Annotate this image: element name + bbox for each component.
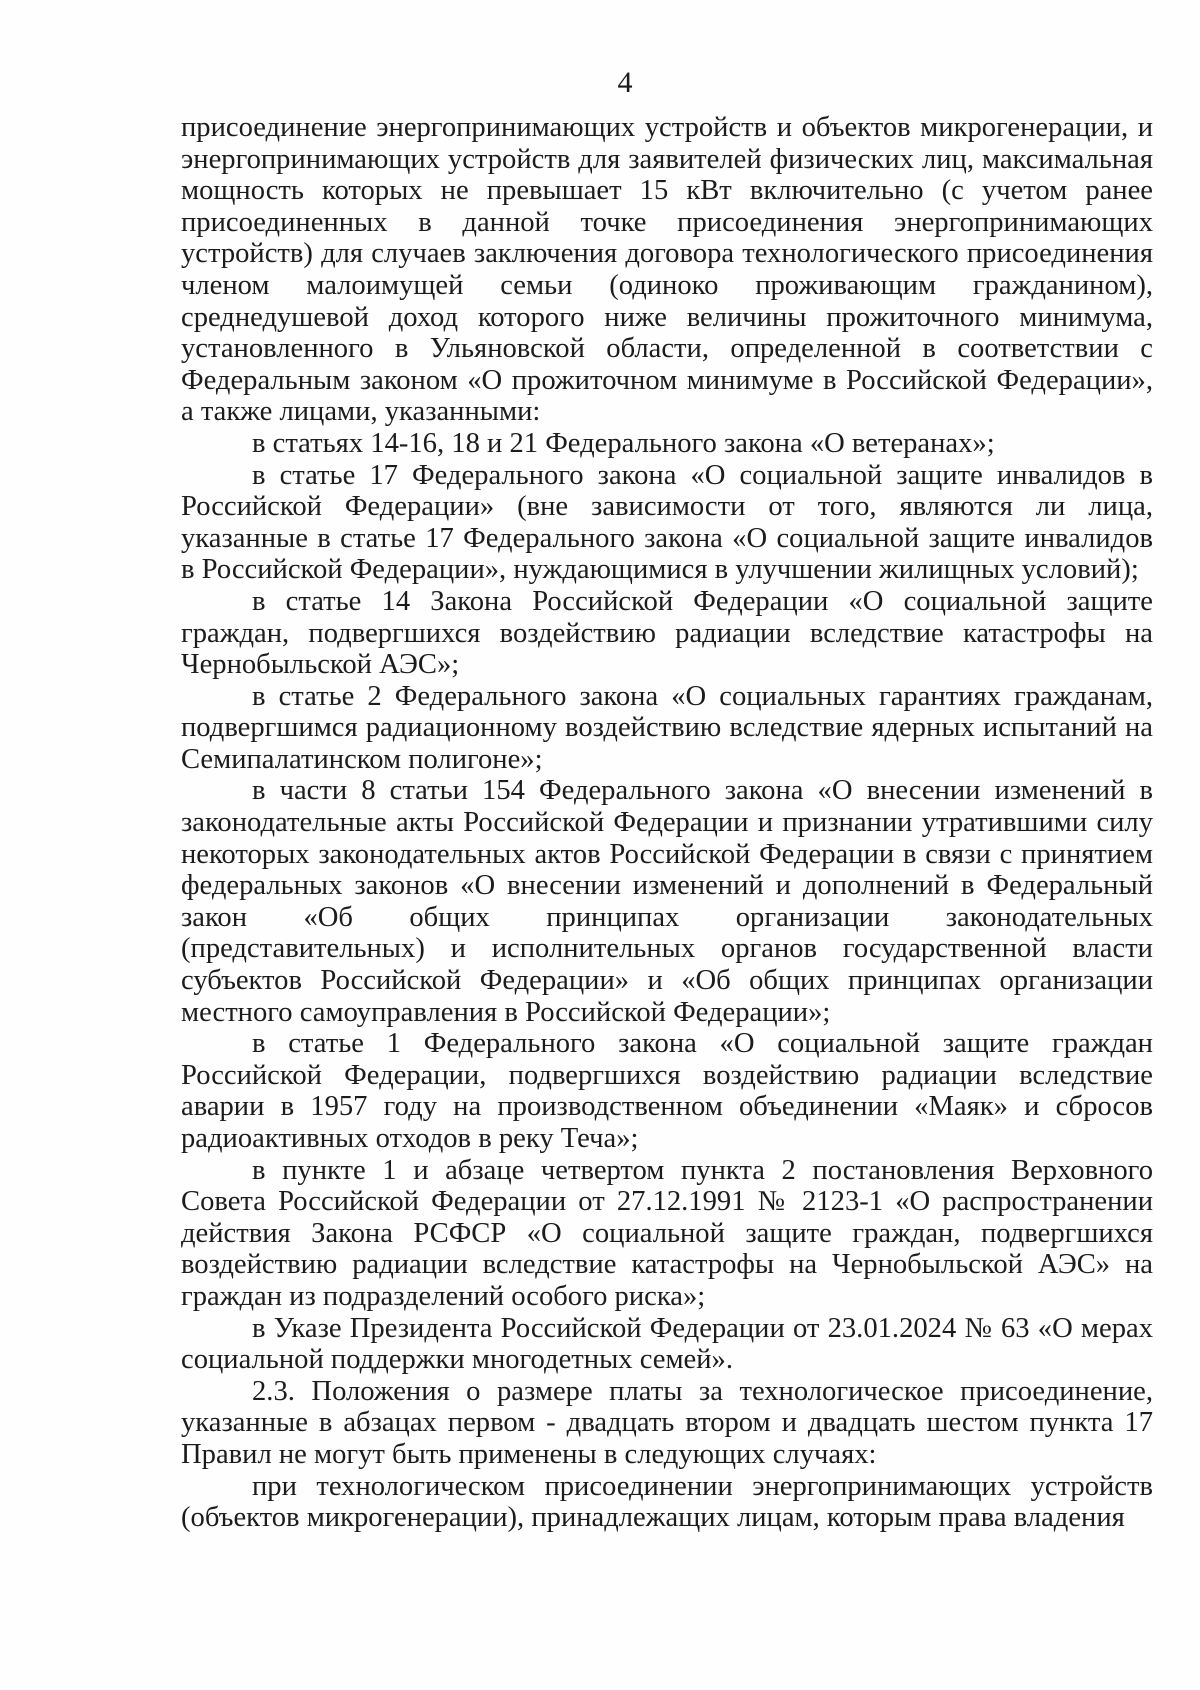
paragraph-supreme-council-resolution: в пункте 1 и абзаце четвертом пункта 2 постановления Верховного Совета Российской Федерации от 27.12.1991 № 2123-1 «О распространении действия Закона РСФСР «О социальной защите граждан, подвергшихся воздействию радиации вследствие катастрофы на Чернобыльской АЭС» на граждан из подразделений особого риска»; [181, 1154, 1153, 1312]
paragraph-veterans-law: в статьях 14-16, 18 и 21 Федерального закона «О ветеранах»; [252, 427, 995, 459]
paragraph-section-2-3: 2.3. Положения о размере платы за технологическое присоединение, указанные в абзацах первом - двадцать втором и двадцать шестом пункта 17 Правил не могут быть применены в следующих случаях: [181, 1375, 1153, 1470]
paragraph-law-154: в части 8 статьи 154 Федерального закона «О внесении изменений в законодательные акты Российской Федерации и признании утратившими силу некоторых законодательных актов Российской Федерации в связи с принятием федеральных законов «О внесении изменений и дополнений в Федеральный закон «Об общих принципах организации законодательных (представительных) и исполнительных органов государственной власти субъектов Российской Федерации» и «Об общих принципах организации местного самоуправления в Российской Федерации»; [181, 775, 1153, 1028]
paragraph-chernobyl-law: в статье 14 Закона Российской Федерации «О социальной защите граждан, подвергшихся воздействию радиации вследствие катастрофы на Чернобыльской АЭС»; [181, 585, 1153, 681]
document-body [181, 112, 1153, 1534]
paragraph-presidential-decree: в Указе Президента Российской Федерации от 23.01.2024 № 63 «О мерах социальной поддержки многодетных семей». [181, 1312, 1153, 1376]
paragraph-mayak-law: в статье 1 Федерального закона «О социальной защите граждан Российской Федерации, подвергшихся воздействию радиации вследствие аварии в 1957 году на производственном объединении «Маяк» и сбросов радиоактивных отходов в реку Теча»; [181, 1028, 1153, 1154]
paragraph-disability-law: в статье 17 Федерального закона «О социальной защите инвалидов в Российской Федерации» (вне зависимости от того, являются ли лица, указанные в статье 17 Федерального закона «О социальной защите инвалидов в Российской Федерации», нуждающимися в улучшении жилищных условий); [181, 459, 1153, 586]
paragraph-connection-case: при технологическом присоединении энергопринимающих устройств (объектов микрогенерации), принадлежащих лицам, которым права владения [181, 1470, 1153, 1534]
paragraph-intro: присоединение энергопринимающих устройств и объектов микрогенерации, и энергопринимающих устройств для заявителей физических лиц, максимальная мощность которых не превышает 15 кВт включительно (с учетом ранее присоединенных в данной точке присоединения энергопринимающих устройств) для случаев заключения договора технологического присоединения членом малоимущей семьи (одиноко проживающим гражданином), среднедушевой доход которого ниже величины прожиточного минимума, установленного в Ульяновской области, определенной в соответствии с Федеральным законом «О прожиточном минимуме в Российской Федерации», а также лицами, указанными: [181, 112, 1153, 428]
paragraph-semipalatinsk-law: в статье 2 Федерального закона «О социальных гарантиях гражданам, подвергшимся радиационному воздействию вследствие ядерных испытаний на Семипалатинском полигоне»; [181, 680, 1153, 775]
page-number: 4 [617, 66, 633, 99]
